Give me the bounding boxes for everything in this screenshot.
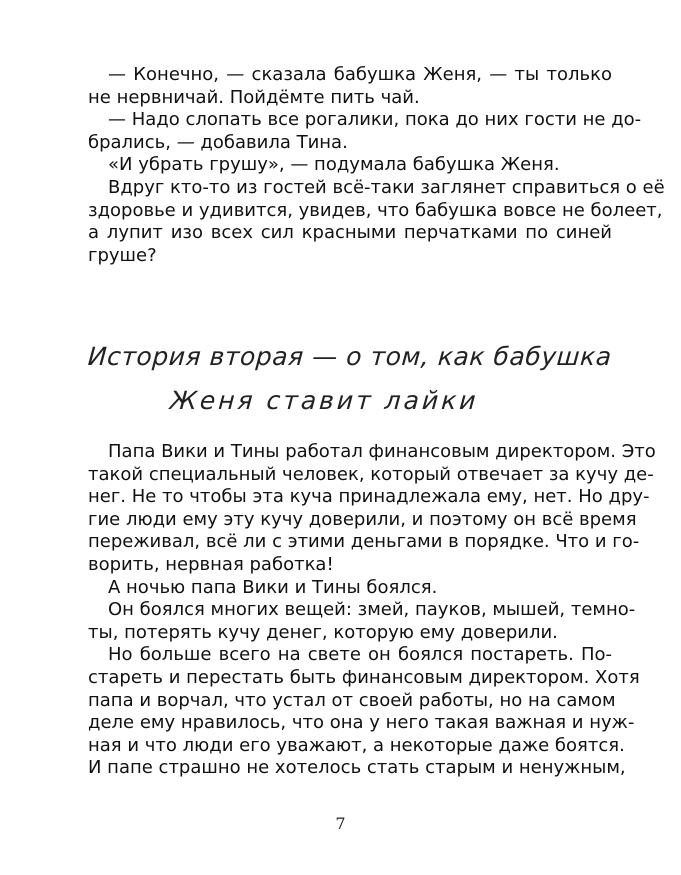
text-line: Папа Вики и Тины работал финансовым директором. Это: [108, 441, 656, 462]
text-line: нег. Не то чтобы эта куча принадлежала ему, нет. Но дру-: [88, 486, 650, 508]
text-line: гие люди ему эту кучу доверили, и поэтому он всё время: [88, 508, 637, 530]
text-line: а лупит изо всех сил красными перчатками по синей: [88, 222, 612, 244]
text-line: Он боялся многих вещей: змей, пауков, мышей, темно-: [108, 599, 636, 621]
text-line: — Надо слопать все рогалики, пока до них гости не до-: [108, 109, 642, 131]
text-line: папа и ворчал, что устал от своей работы, но на самом: [88, 689, 616, 711]
text-line: деле ему нравилось, что она у него такая важная и нуж-: [88, 712, 635, 734]
text-line: А ночью папа Вики и Тины боялся.: [108, 576, 438, 598]
text-line: брались, — добавила Тина.: [88, 131, 348, 153]
text-line: ты, потерять кучу денег, которую ему доверили.: [88, 621, 558, 643]
text-line: такой специальный человек, который отвечает за кучу де-: [88, 463, 654, 485]
text-line: «И убрать грушу», — подумала бабушка Женя.: [108, 154, 560, 176]
text-line: ворить, нервная работка!: [88, 553, 334, 575]
text-line: стареть и перестать быть финансовым директором. Хотя: [88, 666, 640, 688]
text-line: — Конечно, — сказала бабушка Женя, — ты только: [108, 64, 612, 85]
text-line: Но больше всего на свете он боялся постареть. По-: [108, 644, 612, 666]
text-line: здоровье и удивится, увидев, что бабушка вовсе не болеет,: [88, 199, 663, 221]
text-line: И папе страшно не хотелось стать старым и ненужным,: [88, 757, 626, 779]
text-line: ная и что люди его уважают, а некоторые даже боятся.: [88, 734, 625, 756]
text-line: не нервничай. Пойдёмте пить чай.: [88, 86, 420, 108]
text-line: Вдруг кто-то из гостей всё-таки заглянет справиться о её: [108, 176, 665, 198]
chapter-heading-line-1: История вторая — о том, как бабушка: [86, 342, 613, 371]
text-block-top: [88, 64, 665, 267]
text-line: переживал, всё ли с этими деньгами в порядке. Что и го-: [88, 531, 640, 553]
chapter-heading-line-2: Женя ставит лайки: [168, 386, 480, 415]
page-number: 7: [335, 814, 346, 833]
text-line: груше?: [88, 244, 157, 266]
text-block-bottom: [88, 441, 656, 780]
